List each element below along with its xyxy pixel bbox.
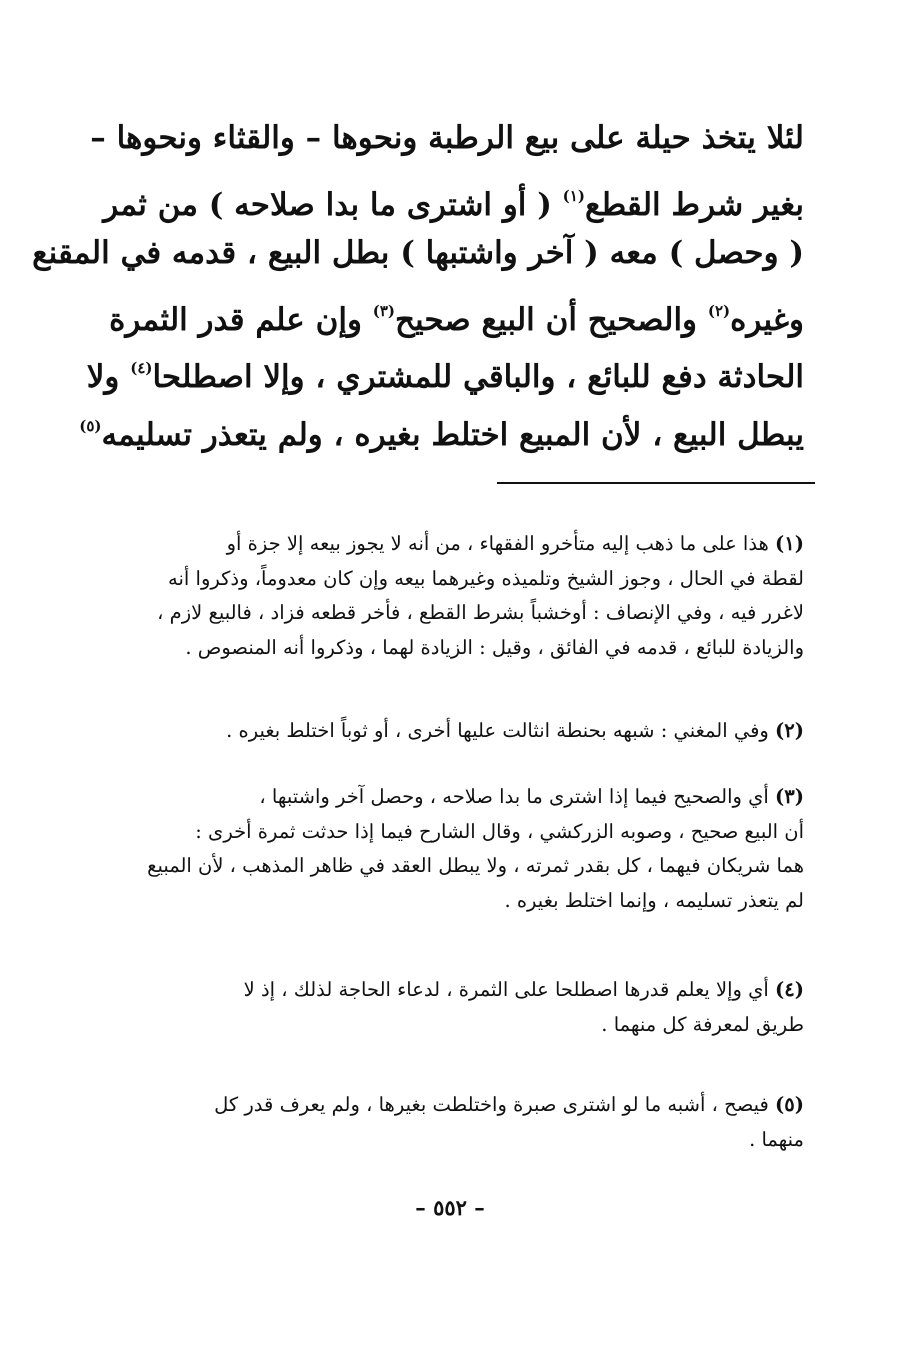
main-text-segment: ( أو اشترى ما بدا صلاحه ) من ثمر [103, 186, 563, 223]
main-text-line [82, 283, 804, 341]
main-text-segment: ( وحصل ) معه ( آخر واشتبها ) بطل البيع ، قدمه في المقنع [32, 235, 804, 271]
footnote-5 [88, 1088, 804, 1157]
main-text-segment: والصحيح أن البيع صحيح [395, 301, 708, 338]
footnote-line: لم يتعذر تسليمه ، وإنما اختلط بغيره . [504, 888, 804, 912]
footnote-line [88, 780, 804, 815]
footnote-marker[interactable]: (٤) [130, 359, 153, 377]
footnote-line: والزيادة للبائع ، قدمه في الفائق ، وقيل : الزيادة لهما ، وذكروا أنه المنصوص . [185, 635, 804, 659]
footnote-line: منهما . [749, 1127, 804, 1151]
footnote-1 [88, 527, 804, 665]
main-text-segment: بغير شرط القطع [584, 186, 804, 223]
main-text-segment: وغيره [730, 301, 804, 338]
footnote-4 [88, 973, 804, 1042]
main-text-segment: وإن علم قدر الثمرة [109, 301, 373, 338]
footnote-number: (١) [775, 532, 804, 555]
footnote-line [88, 714, 804, 749]
footnote-text: فيصح ، أشبه ما لو اشترى صبرة واختلطت بغيرها ، ولم يعرف قدر كل [214, 1093, 769, 1116]
footnote-number: (٤) [775, 978, 804, 1001]
footnote-marker[interactable]: (٢) [707, 301, 731, 320]
footnote-number: (٥) [775, 1093, 804, 1116]
footnote-text: أي والصحيح فيما إذا اشترى ما بدا صلاحه ، وحصل آخر واشتبها ، [259, 785, 769, 808]
footnote-line: أن البيع صحيح ، وصوبه الزركشي ، وقال الشارح فيما إذا حدثت ثمرة أخرى : [195, 819, 804, 843]
main-text-segment: الحادثة دفع للبائع ، والباقي للمشتري ، وإلا اصطلحا [152, 359, 804, 395]
footnote-text: وفي المغني : شبهه بحنطة انثالت عليها أخرى ، أو ثوباً اختلط بغيره . [226, 719, 769, 742]
main-text-segment: لئلا يتخذ حيلة على بيع الرطبة ونحوها – والقثاء ونحوها – [90, 120, 804, 156]
main-text-line [82, 340, 804, 398]
footnote-3 [88, 780, 804, 918]
page-number: – ٥٥٢ – [415, 1195, 485, 1220]
footnote-marker[interactable]: (١) [562, 186, 585, 205]
footnote-line: لقطة في الحال ، وجوز الشيخ وتلميذه وغيرهما بيعه وإن كان معدوماً، وذكروا أنه [168, 566, 804, 590]
footnote-marker[interactable]: (٥) [79, 416, 102, 435]
footnote-2 [88, 714, 804, 749]
footnote-line [88, 1088, 804, 1123]
main-text-line [32, 225, 804, 283]
footnote-number: (٣) [775, 785, 804, 808]
main-text-line [82, 110, 804, 168]
footnote-line: هما شريكان فيهما ، كل بقدر ثمرته ، ولا يبطل العقد في ظاهر المذهب ، لأن المبيع [147, 854, 804, 877]
main-text-segment: يبطل البيع ، لأن المبيع اختلط بغيره ، ولم يتعذر تسليمه [101, 416, 804, 453]
main-text-segment: ولا [86, 359, 131, 395]
footnote-text: أي وإلا يعلم قدرها اصطلحا على الثمرة ، لدعاء الحاجة لذلك ، إذ لا [243, 978, 769, 1001]
footnote-line: طريق لمعرفة كل منهما . [601, 1012, 804, 1036]
footnote-line: لاغرر فيه ، وفي الإنصاف : أوخشباً بشرط القطع ، فأخر قطعه فزاد ، فالبيع لازم ، [157, 601, 804, 624]
main-text-line [79, 398, 804, 456]
footnote-line [88, 527, 804, 562]
main-text-line [82, 168, 804, 226]
footnote-marker[interactable]: (٣) [372, 301, 396, 320]
footnote-number: (٢) [775, 719, 804, 742]
footnote-line [88, 973, 804, 1008]
footnote-text: هذا على ما ذهب إليه متأخرو الفقهاء ، من أنه لا يجوز بيعه إلا جزة أو [226, 532, 769, 555]
main-text [32, 110, 804, 455]
footnote-separator [497, 482, 815, 484]
